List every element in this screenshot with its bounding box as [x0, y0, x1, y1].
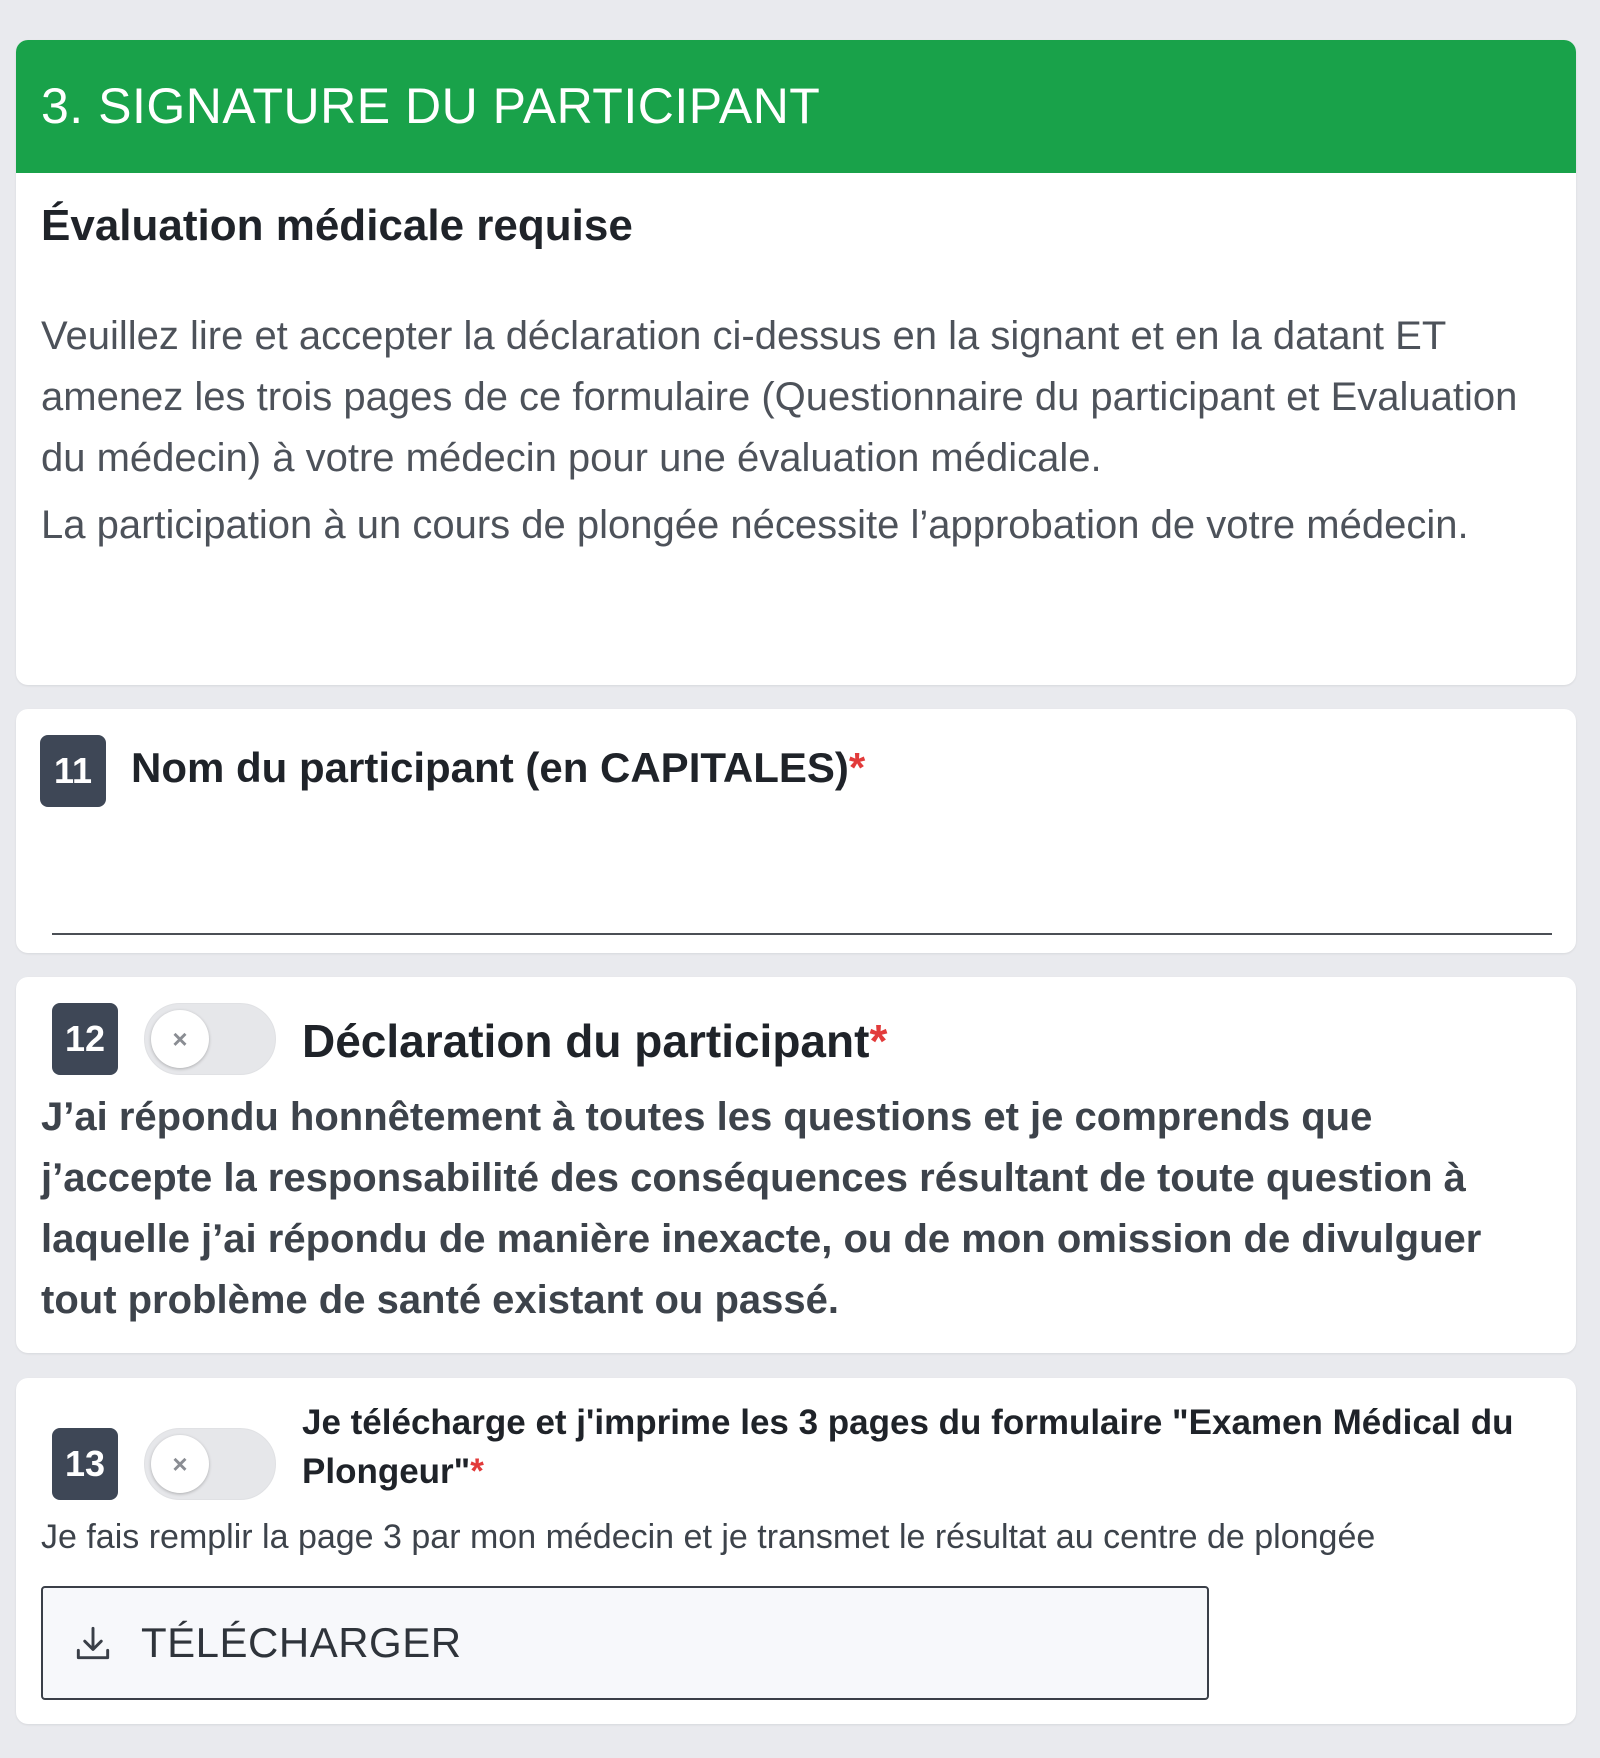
section-paragraph: La participation à un cours de plongée nécessite l’approbation de votre médecin. [41, 503, 1469, 547]
close-icon: × [151, 1435, 209, 1493]
section-subtitle: Évaluation médicale requise [41, 201, 633, 250]
question-help-text: Je fais remplir la page 3 par mon médecin et je transmet le résultat au centre de plongée [41, 1518, 1376, 1556]
declaration-toggle[interactable] [144, 1003, 276, 1075]
question-number-badge: 13 [52, 1428, 118, 1500]
question-label [131, 744, 865, 792]
required-mark: * [869, 1015, 888, 1067]
participant-name-input[interactable] [52, 849, 1552, 935]
close-icon: × [151, 1010, 209, 1068]
question-label [302, 1014, 887, 1068]
required-mark: * [470, 1452, 484, 1491]
required-mark: * [848, 744, 866, 791]
question-label-text: Nom du participant (en CAPITALES) [131, 744, 849, 791]
question-card-12 [16, 977, 1576, 1353]
section-paragraph: Veuillez lire et accepter la déclaration ci-dessus en la signant et en la datant ET amenez les trois pages de ce formulaire (Questionnaire du participant et Evaluation du médecin) à votre médecin pour une évaluation médicale. [41, 314, 1518, 480]
question-card-13 [16, 1378, 1576, 1724]
download-button[interactable] [41, 1586, 1209, 1700]
download-confirm-toggle[interactable] [144, 1428, 276, 1500]
download-button-label: TÉLÉCHARGER [141, 1619, 462, 1666]
section-card [16, 40, 1576, 685]
question-label-text: Je télécharge et j'imprime les 3 pages du formulaire "Examen Médical du Plongeur" [302, 1403, 1514, 1491]
declaration-text: J’ai répondu honnêtement à toutes les questions et je comprends que j’accepte la responsabilité des conséquences résultant de toute question à laquelle j’ai répondu de manière inexacte, ou de mon omission de divulguer tout problème de santé existant ou passé. [41, 1095, 1482, 1322]
section-header: 3. SIGNATURE DU PARTICIPANT [16, 40, 1576, 173]
question-card-11 [16, 709, 1576, 953]
question-number-badge: 12 [52, 1003, 118, 1075]
question-label-text: Déclaration du participant [302, 1015, 870, 1067]
download-icon [71, 1621, 115, 1665]
question-label [302, 1398, 1536, 1496]
question-number-badge: 11 [40, 735, 106, 807]
